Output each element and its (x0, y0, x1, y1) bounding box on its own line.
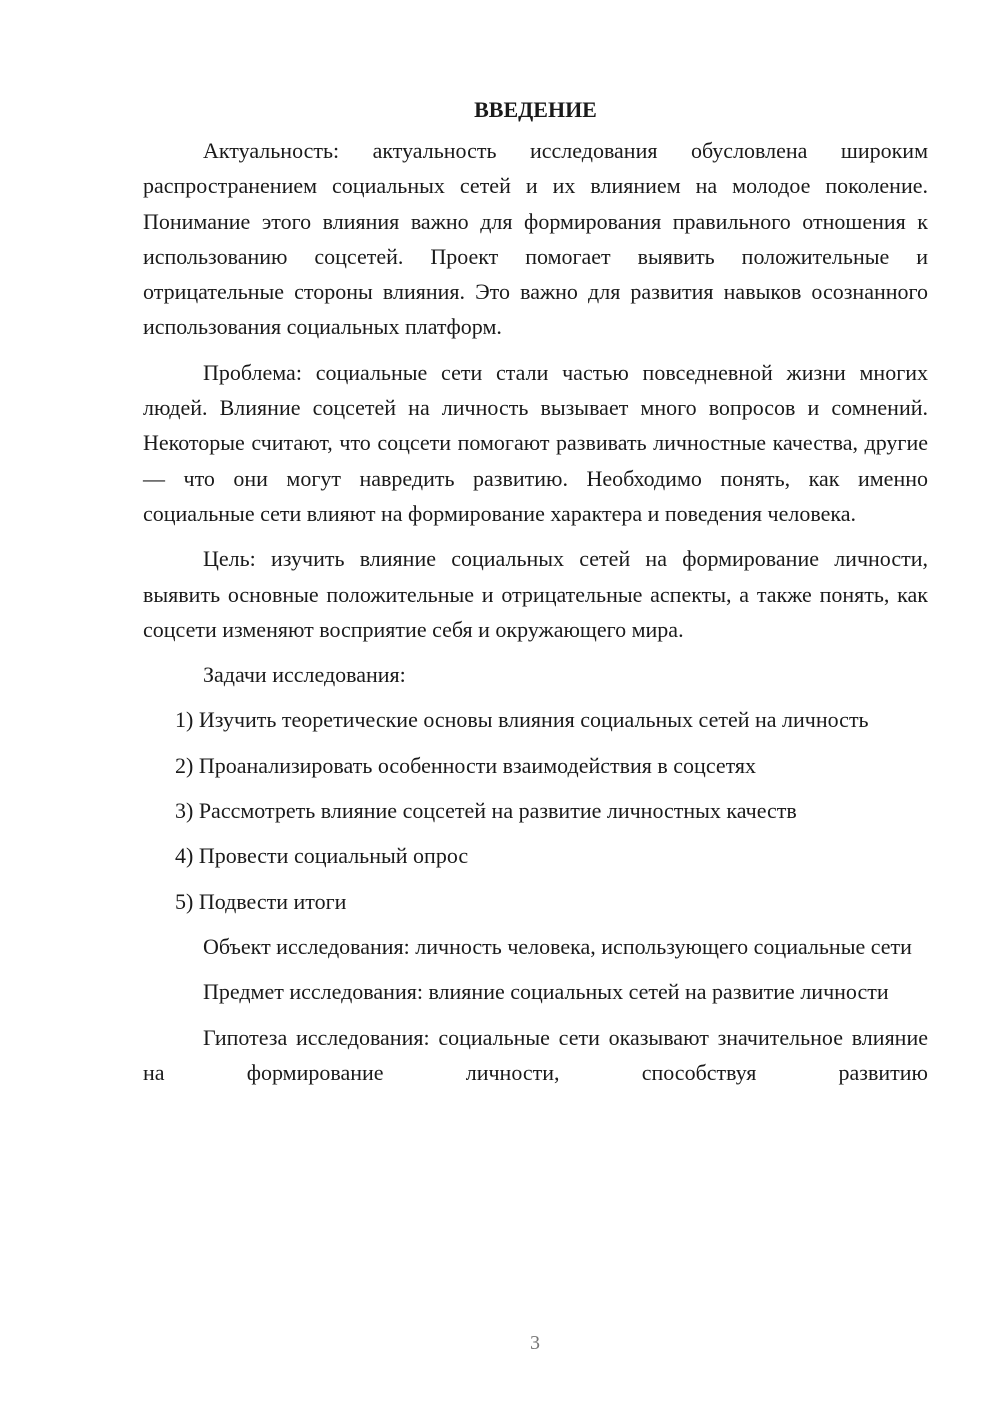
page-number: 3 (530, 1332, 540, 1354)
object-paragraph: Объект исследования: личность человека, использующего социальные сети (203, 933, 912, 959)
task-item: 2) Проанализировать особенности взаимодействия в соцсетях (175, 752, 757, 778)
task-item: 5) Подвести итоги (175, 888, 347, 914)
goal-paragraph: Цель: изучить влияние социальных сетей на формирование личности, выявить основные положительные и отрицательные аспекты, а также понять, как соцсети изменяют восприятие себя и окружающего мира. (143, 546, 928, 642)
tasks-heading: Задачи исследования: (203, 662, 406, 688)
subject-paragraph: Предмет исследования: влияние социальных сетей на развитие личности (203, 979, 889, 1005)
task-item: 1) Изучить теоретические основы влияния социальных сетей на личность (175, 707, 869, 733)
page-content (143, 92, 928, 1100)
task-item: 4) Провести социальный опрос (175, 843, 469, 869)
tasks-list (143, 702, 928, 918)
page-title: ВВЕДЕНИЕ (474, 97, 597, 122)
relevance-paragraph: Актуальность: актуальность исследования обусловлена широким распространением социальных сетей и их влиянием на молодое поколение. Понимание этого влияния важно для формирования правильного отношения к использованию соцсетей. Проект помогает выявить положительные и отрицательные стороны влияния. Это важно для развития навыков осознанного использования социальных платформ. (143, 138, 928, 340)
task-item: 3) Рассмотреть влияние соцсетей на развитие личностных качеств (175, 798, 797, 824)
hypothesis-paragraph: Гипотеза исследования: социальные сети оказывают значительное влияние на формирование личности, способствуя развитию (143, 1024, 928, 1085)
problem-paragraph: Проблема: социальные сети стали частью повседневной жизни многих людей. Влияние соцсетей на личность вызывает много вопросов и сомнений. Некоторые считают, что соцсети помогают развивать личностные качества, другие — что они могут навредить развитию. Необходимо понять, как именно социальные сети влияют на формирование характера и поведения человека. (143, 359, 928, 526)
